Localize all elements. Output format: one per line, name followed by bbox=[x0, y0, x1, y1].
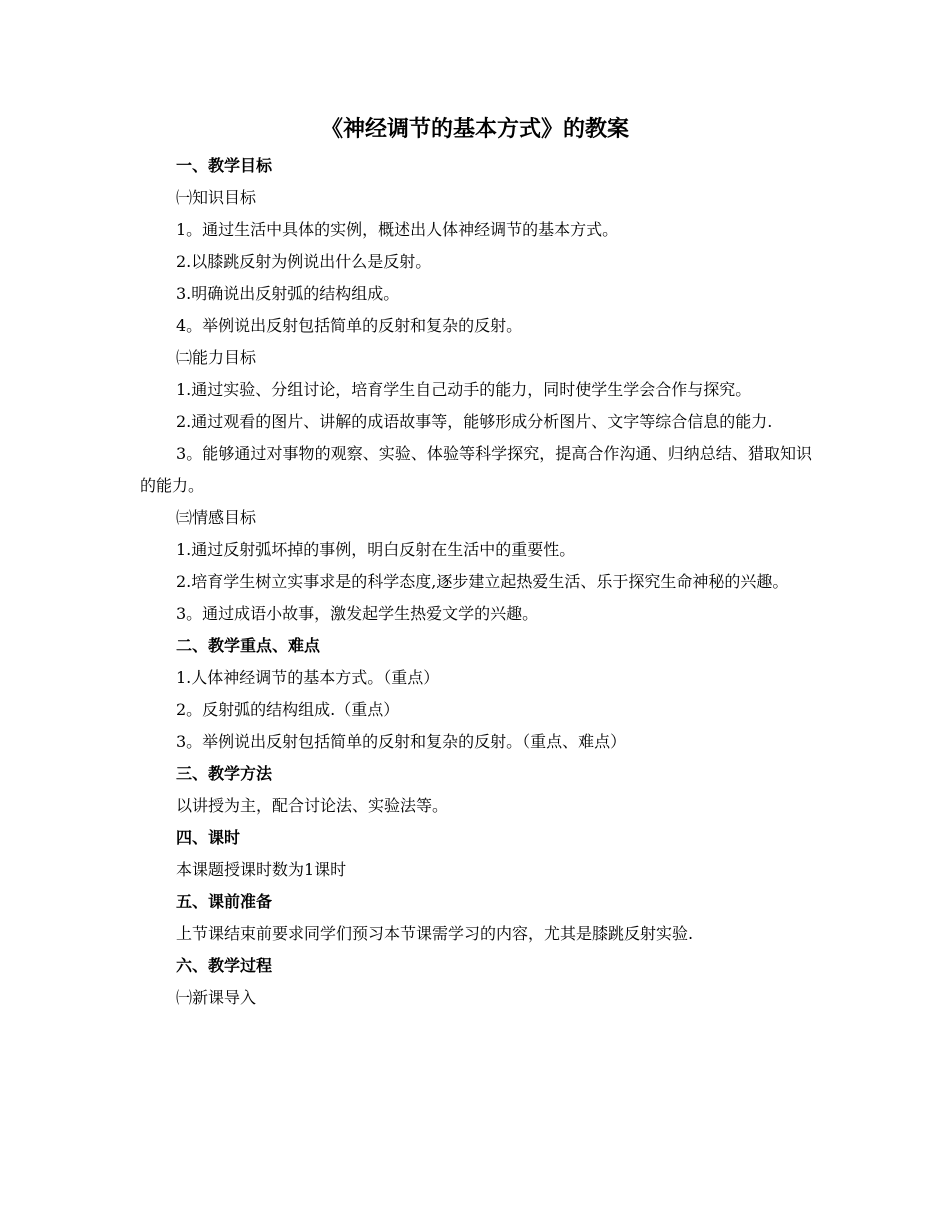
paragraph-line: ㈠新课导入 bbox=[176, 988, 257, 1007]
paragraph-line: 2.培育学生树立实事求是的科学态度,逐步建立起热爱生活、乐于探究生命神秘的兴趣。 bbox=[176, 572, 789, 591]
paragraph-line: 2。反射弧的结构组成.（重点） bbox=[176, 700, 400, 719]
paragraph-line: 2.以膝跳反射为例说出什么是反射。 bbox=[176, 252, 432, 271]
paragraph-line: ㈢情感目标 bbox=[176, 508, 257, 527]
paragraph-line: 3。通过成语小故事，激发起学生热爱文学的兴趣。 bbox=[176, 604, 539, 623]
paragraph-line: 4。举例说出反射包括简单的反射和复杂的反射。 bbox=[176, 316, 523, 335]
document-body bbox=[140, 150, 812, 1014]
paragraph-line: 2.通过观看的图片、讲解的成语故事等，能够形成分析图片、文字等综合信息的能力. bbox=[176, 412, 773, 431]
paragraph-line: 本课题授课时数为1课时 bbox=[176, 860, 347, 879]
paragraph-line: 上节课结束前要求同学们预习本节课需学习的内容，尤其是膝跳反射实验. bbox=[176, 924, 694, 943]
document-title: 《神经调节的基本方式》的教案 bbox=[320, 116, 629, 142]
paragraph-line: 3.明确说出反射弧的结构组成。 bbox=[176, 284, 400, 303]
paragraph-line: 1。通过生活中具体的实例，概述出人体神经调节的基本方式。 bbox=[176, 220, 619, 239]
paragraph-line: 3。举例说出反射包括简单的反射和复杂的反射。（重点、难点） bbox=[176, 732, 627, 751]
paragraph-line: 3。能够通过对事物的观察、实验、体验等科学探究，提高合作沟通、归纳总结、猎取知识的能力。 bbox=[140, 444, 812, 495]
section-heading: 二、教学重点、难点 bbox=[176, 636, 321, 655]
section-heading: 五、课前准备 bbox=[176, 892, 273, 911]
section-heading: 一、教学目标 bbox=[176, 156, 273, 175]
paragraph-line: 1.通过反射弧坏掉的事例，明白反射在生活中的重要性。 bbox=[176, 540, 576, 559]
paragraph-line: 以讲授为主，配合讨论法、实验法等。 bbox=[176, 796, 449, 815]
paragraph-line: 1.通过实验、分组讨论，培育学生自己动手的能力，同时使学生学会合作与探究。 bbox=[176, 380, 752, 399]
section-heading: 四、课时 bbox=[176, 828, 241, 847]
section-heading: 三、教学方法 bbox=[176, 764, 273, 783]
paragraph-line: 1.人体神经调节的基本方式。（重点） bbox=[176, 668, 440, 687]
paragraph-line: ㈡能力目标 bbox=[176, 348, 257, 367]
paragraph-line: ㈠知识目标 bbox=[176, 188, 257, 207]
section-heading: 六、教学过程 bbox=[176, 956, 273, 975]
